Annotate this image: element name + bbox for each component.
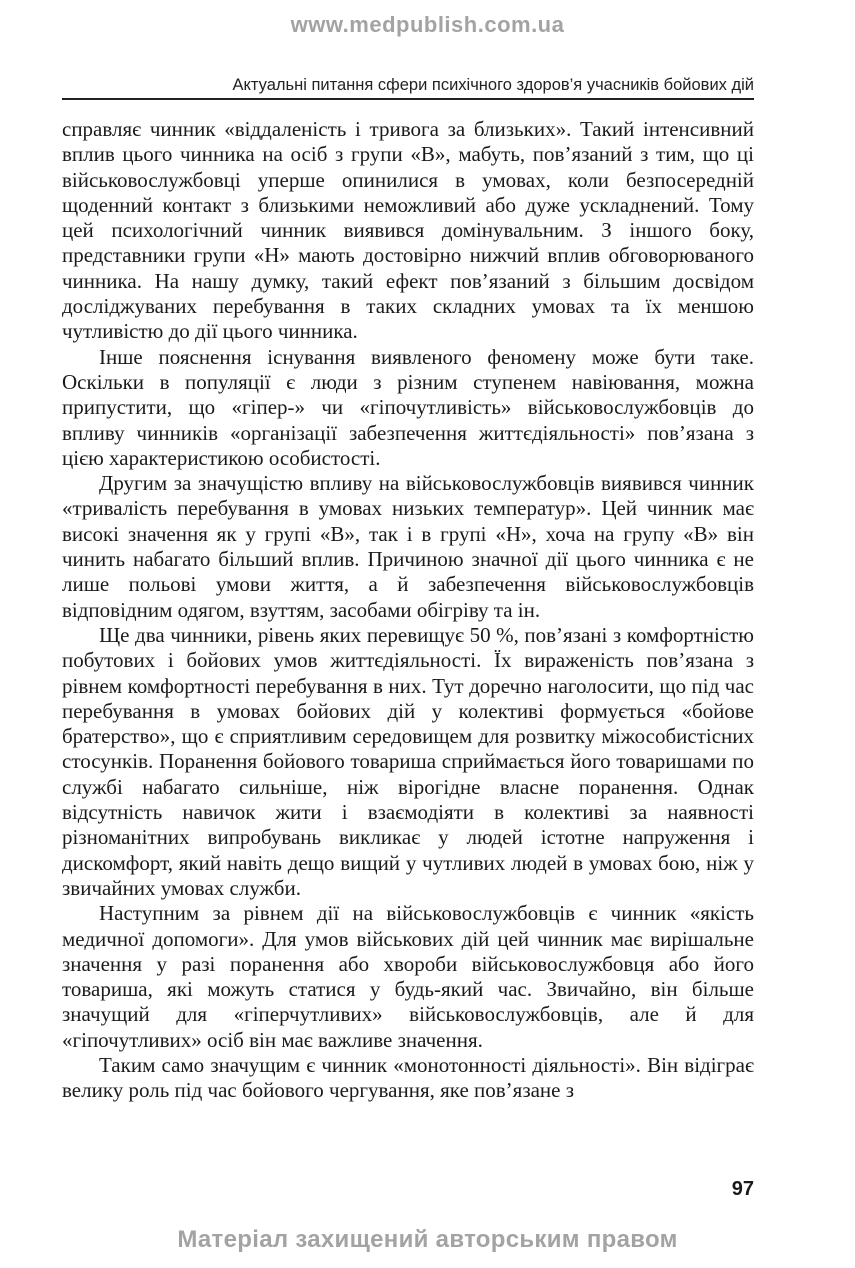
site-url-watermark: www.medpublish.com.ua <box>290 12 565 37</box>
body-text <box>62 117 754 1104</box>
paragraph: Другим за значущістю впливу на військовослужбовців виявився чинник «тривалість перебування в умовах низьких температур». Цей чинник має високі значення як у групі «В», так і в групі «Н», хоча на групу «В» він чинить набагато більший вплив. Причиною значної дії цього чинника є не лише польові умови життя, а й забезпечення військовослужбовців відповідним одягом, взуттям, засобами обігріву та ін. <box>62 471 754 622</box>
page-number: 97 <box>731 1178 754 1200</box>
paragraph: справляє чинник «віддаленість і тривога за близьких». Такий інтенсивний вплив цього чинника на осіб з групи «В», мабуть, пов’язаний з тим, що ці військовослужбовці уперше опинилися в умовах, коли безпосередній щоденний контакт з близькими неможливий або дуже ускладнений. Тому цей психологічний чинник виявився домінувальним. З іншого боку, представники групи «Н» мають достовірно нижчий вплив обговорюваного чинника. На нашу думку, такий ефект пов’язаний з більшим досвідом досліджуваних перебування в таких складних умовах та їх меншою чутливістю до дії цього чинника. <box>62 117 754 344</box>
paragraph: Наступним за рівнем дії на військовослужбовців є чинник «якість медичної допомоги». Для умов військових дій цей чинник має вирішальне значення у разі поранення або хвороби військовослужбовця або його товариша, які можуть статися у будь-який час. Звичайно, він більше значущий для «гіперчутливих» військовослужбовців, але й для «гіпочутливих» осіб він має важливе значення. <box>62 901 754 1052</box>
copyright-watermark: Матеріал захищений авторським правом <box>177 1226 678 1253</box>
paragraph: Інше пояснення існування виявленого феномену може бути таке. Оскільки в популяції є люди з різним ступенем навіювання, можна припустити, що «гіпер-» чи «гіпочутливість» військовослужбовців до впливу чинників «організації забезпечення життєдіяльності» пов’язана з цією характеристикою особистості. <box>62 344 754 470</box>
paragraph: Ще два чинники, рівень яких перевищує 50 %, пов’язані з комфортністю побутових і бойових умов життєдіяльності. Їх вираженість пов’язана з рівнем комфортності перебування в них. Тут доречно наголосити, що під час перебування в умовах бойових дій у колективі формується «бойове братерство», що є сприятливим середовищем для розвитку міжособистісних стосунків. Поранення бойового товариша сприймається його товаришами по службі набагато сильніше, ніж вірогідне власне поранення. Однак відсутність навичок жити і взаємодіяти в колективі за наявності різноманітних випробувань викликає у людей істотне напруження і дискомфорт, який навіть дещо вищий у чутливих людей в умовах бою, ніж у звичайних умовах служби. <box>62 622 754 900</box>
running-head: Актуальні питання сфери психічного здоров’я учасників бойових дій <box>62 76 754 100</box>
paragraph: Таким само значущим є чинник «монотонності діяльності». Він відіграє велику роль під час бойового чергування, яке пов’язане з <box>62 1052 754 1103</box>
